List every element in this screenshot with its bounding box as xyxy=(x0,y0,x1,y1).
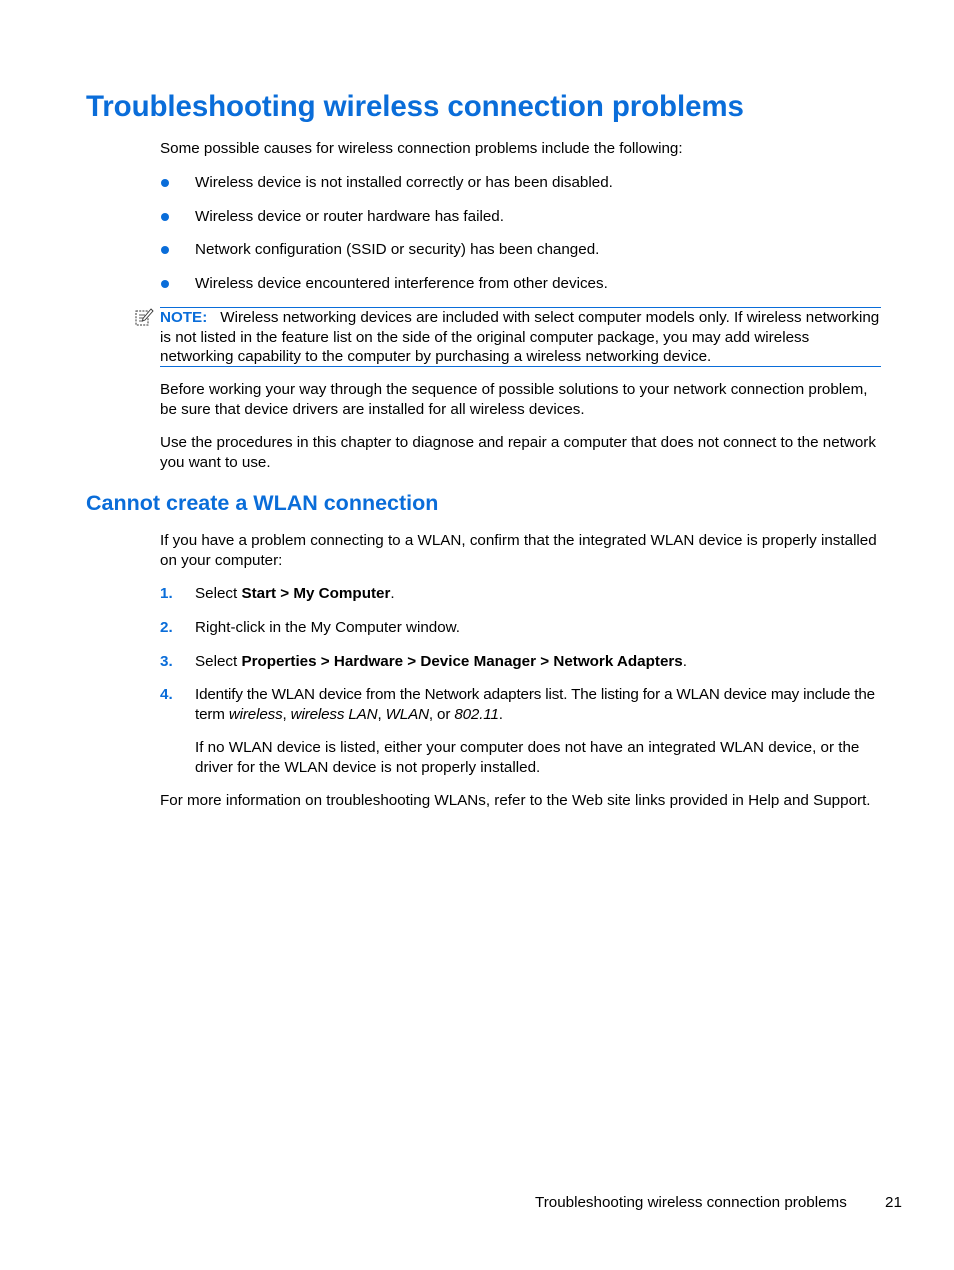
step-text: Right-click in the My Computer window. xyxy=(195,619,461,636)
page-number: 21 xyxy=(885,1194,902,1211)
bullet-icon xyxy=(161,179,169,187)
paragraph-use: Use the procedures in this chapter to diagnose and repair a computer that does not connect to the network you want to use. xyxy=(160,434,876,471)
bullet-item: Wireless device is not installed correctly or has been disabled. xyxy=(195,174,613,191)
section-intro: If you have a problem connecting to a WLAN, confirm that the integrated WLAN device is properly installed on your computer: xyxy=(160,532,877,569)
intro-paragraph: Some possible causes for wireless connection problems include the following: xyxy=(160,140,683,157)
note-body: Wireless networking devices are included with select computer models only. If wireless networking is not listed in the feature list on the side of the original computer package, you may add wireless networking capability to the computer by purchasing a wireless networking device. xyxy=(160,309,880,365)
step-number: 4. xyxy=(160,686,173,703)
bullet-item: Wireless device encountered interference from other devices. xyxy=(195,275,608,292)
step-number: 2. xyxy=(160,619,173,636)
bullet-icon xyxy=(161,246,169,254)
step-text: Select Properties > Hardware > Device Manager > Network Adapters. xyxy=(195,653,687,670)
bullet-icon xyxy=(161,280,169,288)
step-number: 1. xyxy=(160,585,173,602)
page-title: Troubleshooting wireless connection problems xyxy=(86,90,744,123)
paragraph-before: Before working your way through the sequence of possible solutions to your network connection problem, be sure that device drivers are installed for all wireless devices. xyxy=(160,381,868,418)
note-label: NOTE: xyxy=(160,309,208,326)
bullet-item: Wireless device or router hardware has failed. xyxy=(195,208,504,225)
step-followup: If no WLAN device is listed, either your computer does not have an integrated WLAN device, or the driver for the WLAN device is not properly installed. xyxy=(195,739,860,776)
section-title: Cannot create a WLAN connection xyxy=(86,491,439,515)
step-text: Select Start > My Computer. xyxy=(195,585,395,602)
closing-paragraph: For more information on troubleshooting WLANs, refer to the Web site links provided in Help and Support. xyxy=(160,792,871,809)
bullet-item: Network configuration (SSID or security) has been changed. xyxy=(195,241,600,258)
bullet-icon xyxy=(161,213,169,221)
step-number: 3. xyxy=(160,653,173,670)
footer-title: Troubleshooting wireless connection problems xyxy=(535,1194,847,1211)
note-pencil-icon xyxy=(134,308,154,328)
note-text xyxy=(160,308,885,367)
step-text: Identify the WLAN device from the Network adapters list. The listing for a WLAN device may include the term wireless, wireless LAN, WLAN, or 802.11. xyxy=(195,686,875,723)
